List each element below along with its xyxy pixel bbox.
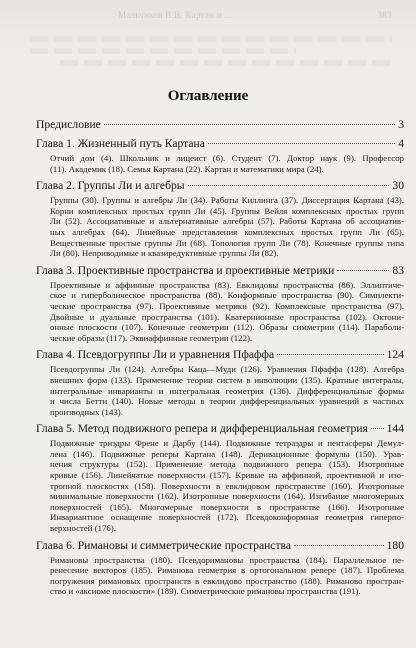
- section-line: Корни комплексных простых групп Ли (45). Группы Вейля комплексных простых групп: [50, 205, 404, 216]
- chapter-sections: [36, 364, 404, 417]
- toc-entry-title: Глава 4. Псевдогруппы Ли и уравнения Пфаффа: [36, 348, 275, 362]
- section-line: Группы (30). Группы и алгебры Ли (34). Работы Киллинга (37). Диссертация Картана (43).: [50, 195, 404, 206]
- chapter-sections: [36, 438, 404, 533]
- show-through-text: [30, 48, 296, 54]
- section-line: Ли (80). Неприводимые и квазиредуктивные группы Ли (82).: [50, 248, 279, 259]
- section-line: минимальные поверхности (162). Изотропные поверхности (164). Изгибание многомерных: [50, 491, 404, 502]
- chapter-sections: [36, 195, 404, 259]
- section-line: и числа Бетти (140). Новые методы в теории дифференциальных уравнений в частных: [50, 396, 404, 407]
- running-head: [0, 4, 416, 30]
- section-line: кривые (156). Линейчатые поверхности (157). Кривые на аффинной, проективной и изо-: [50, 470, 404, 481]
- section-line: Римановы пространства (180). Псевдоримановы пространства (184). Параллельное пе-: [50, 554, 404, 565]
- toc-entry-page: 30: [392, 179, 404, 193]
- leader-dots: [208, 143, 395, 144]
- section-line: ческие пространства (97). Проективные метрики (92). Комплексные пространства (97).: [50, 300, 404, 311]
- chapter-sections: [36, 153, 404, 174]
- chapter-sections: [36, 555, 404, 597]
- toc-entry-preface: [36, 118, 404, 132]
- section-line: ренесение векторов (185). Риманова геометрия в ортогональном репере (187). Проблема: [50, 565, 404, 576]
- leader-dots: [104, 124, 395, 125]
- section-line: лена (146). Подвижные реперы Картана (148). Деривационные формулы (150). Урав-: [50, 448, 404, 459]
- section-line: внешних форм (133). Применение теории систем в инволюции (135). Кратные интегралы,: [50, 374, 404, 385]
- toc-entry-title: Предисловие: [36, 118, 101, 131]
- section-line: (11). Академик (18). Семья Картана (22). Картан и математики мира (24).: [50, 163, 324, 174]
- chapter-list: [36, 137, 404, 597]
- section-line: ство и «аксиоме плоскости» (189). Симметрические римановы пространства (191).: [50, 586, 361, 597]
- toc-entry-page: 3: [398, 118, 404, 131]
- show-through-text: [60, 60, 392, 66]
- leader-dots: [294, 545, 384, 546]
- section-line: онные плоскости (107). Конечные геометрии (112). Образы симметрии (114). Параболи-: [50, 322, 404, 333]
- section-line: погружения римановых пространств в евклидово пространство (188). Риманово простран-: [50, 575, 404, 586]
- chapter-sections: [36, 280, 404, 344]
- section-line: нения структуры (152). Применение метода подвижного репера (153). Изотропные: [50, 459, 404, 470]
- section-line: верхностей (176).: [50, 523, 116, 534]
- toc-entry-title: Глава 5. Метод подвижного репера и дифференциальная геометрия: [36, 422, 368, 436]
- toc-entry-chapter-4: [36, 348, 404, 362]
- toc-entry-title: Глава 1. Жизненный путь Картана: [36, 137, 205, 150]
- toc-entry-title: Глава 6. Римановы и симметрические пространства: [36, 538, 291, 552]
- show-through-text: [30, 36, 392, 42]
- toc-entry-page: 124: [386, 348, 404, 362]
- toc-entry-page: 144: [386, 422, 404, 436]
- toc-entry-page: 83: [392, 263, 404, 277]
- toc-entry-chapter-2: [36, 179, 404, 193]
- section-line: Вещественные простые группы Ли (68). Топология групп Ли (78). Конечные группы типа: [50, 237, 404, 248]
- leader-dots: [277, 354, 384, 355]
- section-line: ческие образы (117). Эквиаффинные геометрии (122).: [50, 332, 253, 343]
- leader-dots: [188, 185, 390, 186]
- leader-dots: [371, 428, 384, 429]
- leader-dots: [337, 270, 389, 271]
- toc-entry-title: Глава 3. Проективные пространства и проективные метрики: [36, 263, 335, 277]
- section-line: Инвариантное оснащение поверхностей (172). Псевдоконформная геометрия гиперпо-: [50, 512, 404, 523]
- toc-entry-title: Глава 2. Группы Ли и алгебры: [36, 179, 185, 193]
- section-line: производных (143).: [50, 406, 123, 417]
- section-line: ных алгебрах (64). Линейные представления комплексных простых групп Ли (65).: [50, 226, 404, 237]
- toc-entry-page: 4: [398, 137, 404, 150]
- table-of-contents: [36, 118, 404, 602]
- toc-entry-chapter-5: [36, 422, 404, 436]
- running-head-page: 383: [377, 10, 392, 20]
- running-head-title: Мальчиков В.В. Картан и ...: [118, 10, 233, 20]
- page-title: Оглавление: [167, 88, 249, 104]
- section-line: Псевдогруппы Ли (124). Алгебры Каца—Муди (126). Уравнения Пфаффа (128). Алгебра: [50, 364, 404, 375]
- toc-entry-chapter-6: [36, 539, 404, 553]
- section-line: ское и гиперболическое пространства (88). Конформные пространства (90). Симплекти-: [50, 290, 404, 301]
- toc-entry-chapter-3: [36, 264, 404, 278]
- section-line: Подвижные триэдры Френе и Дарбу (144). Подвижные тетраэдры и пентасферы Демул-: [50, 438, 404, 449]
- section-line: поверхностей (165). Многомерные поверхности в пространстве (166). Изотропные: [50, 501, 404, 512]
- section-line: Двойные и дуальные пространства (101). Кватернионные пространства (102). Октони-: [50, 311, 404, 322]
- toc-entry-page: 180: [386, 538, 404, 552]
- section-line: Ли (52). Ассоциативные и альтернативные алгебры (57). Работы Картана об ассоциатив-: [50, 216, 404, 227]
- toc-entry-chapter-1: [36, 137, 404, 151]
- section-line: Проективные и аффинные пространства (83). Евклидовы пространства (86). Эллиптиче-: [50, 279, 404, 290]
- section-line: тропной плоскостях (158). Поверхности в евклидовом пространстве (160). Изотропные: [50, 480, 404, 491]
- section-line: Отчий дом (4). Школьник и лицеист (6). Студент (7). Доктор наук (9). Профессор: [50, 153, 404, 163]
- section-line: интегральные инварианты и интегральная геометрия (136). Дифференциальные формы: [50, 385, 404, 396]
